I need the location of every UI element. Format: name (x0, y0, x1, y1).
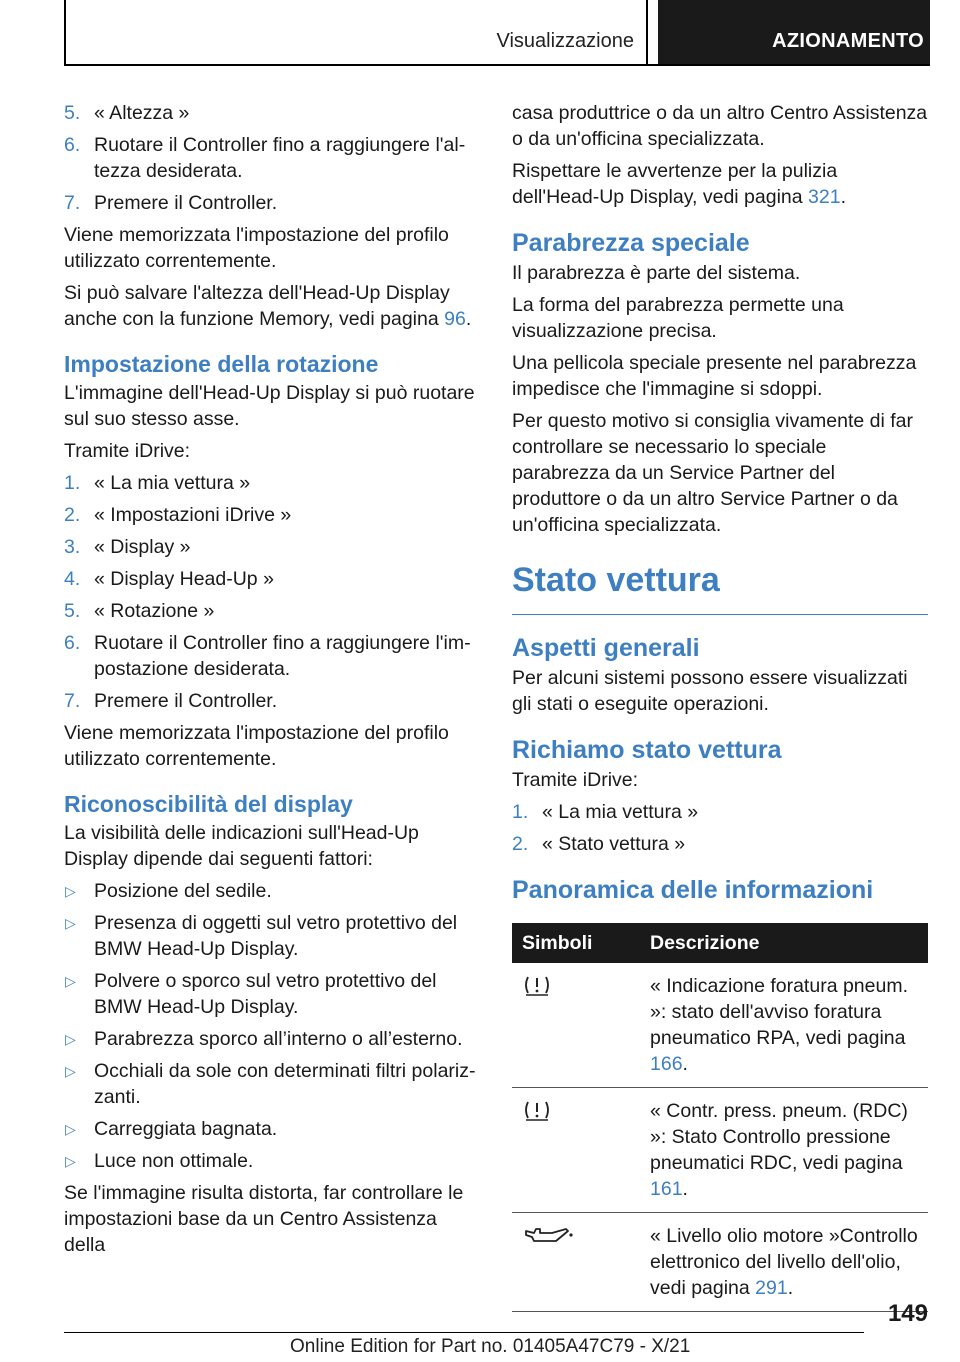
list-item (64, 968, 478, 1020)
header-chapter-title: AZIONAMENTO (772, 30, 924, 52)
step-number: 2. (512, 833, 529, 855)
step-number: 6. (64, 134, 81, 156)
list-item (64, 598, 478, 624)
paragraph: Viene memorizzata l'impostazione del profilo utilizzato correntemente. (64, 224, 449, 272)
bullet-triangle-icon: ▷ (65, 1121, 76, 1137)
list-item (64, 1116, 478, 1142)
status-steps-list (512, 799, 928, 857)
table-row (512, 1088, 928, 1213)
right-column (512, 100, 928, 1312)
paragraph: Tramite iDrive: (512, 769, 639, 791)
left-column (64, 100, 478, 1264)
heading-windscreen: Parabrezza speciale (512, 229, 750, 257)
list-item (64, 688, 478, 714)
paragraph-text: Si può salvare l'altezza dell'Head-Up Display anche con la funzione Memory, vedi pagina (64, 282, 450, 330)
heading-call-status: Richiamo stato vettura (512, 736, 782, 764)
symbols-table (512, 923, 928, 1312)
rotation-steps-list (64, 470, 478, 714)
height-steps-list (64, 100, 478, 216)
list-item (64, 534, 478, 560)
paragraph (512, 158, 928, 210)
description-text: « Contr. press. pneum. (RDC) »: Stato Controllo pressione pneumatici RDC, vedi pagina (650, 1100, 908, 1174)
page-link[interactable]: 321 (808, 186, 841, 208)
list-item (64, 470, 478, 496)
list-item (64, 910, 478, 962)
bullet-triangle-icon: ▷ (65, 883, 76, 899)
list-item (64, 1058, 478, 1110)
bullet-text: Polvere o sporco sul vetro protettivo del BMW Head-Up Display. (94, 970, 437, 1018)
step-text: « Altezza » (94, 102, 190, 124)
table-header-row (512, 923, 928, 963)
list-item (64, 1148, 478, 1174)
paragraph: Se l'immagine risulta distorta, far controllare le impostazioni base da un Centro Assistenza della (64, 1182, 464, 1256)
list-item (64, 190, 478, 216)
bullet-text: Luce non ottimale. (94, 1150, 254, 1172)
bullet-triangle-icon: ▷ (65, 973, 76, 989)
column-header-description: Descrizione (640, 923, 928, 963)
description-text: « Indicazione foratura pneum. »: stato dell'avviso foratura pneumatico RPA, vedi pagina (650, 975, 908, 1049)
bullet-text: Presenza di oggetti sul vetro protettivo del BMW Head-Up Display. (94, 912, 458, 960)
bullet-triangle-icon: ▷ (65, 915, 76, 931)
list-item (64, 630, 478, 682)
paragraph: L'immagine dell'Head-Up Display si può ruotare sul suo stesso asse. (64, 382, 475, 430)
punctuation: . (787, 1277, 794, 1299)
symbol-cell (512, 963, 640, 1088)
footer-edition: Online Edition for Part no. 01405A47C79 - X/21 (290, 1336, 691, 1357)
symbol-cell (512, 1213, 640, 1312)
step-number: 5. (64, 600, 81, 622)
list-item (64, 878, 478, 904)
paragraph: La visibilità delle indicazioni sull'Head-Up Display dipende dai seguenti fattori: (64, 822, 419, 870)
punctuation: . (465, 308, 472, 330)
step-number: 4. (64, 568, 81, 590)
paragraph: La forma del parabrezza permette una visualizzazione precisa. (512, 294, 844, 342)
step-number: 1. (512, 801, 529, 823)
step-text: « Display » (94, 536, 191, 558)
page-link[interactable]: 291 (755, 1277, 788, 1299)
bullet-text: Parabrezza sporco all’interno o all’esterno. (94, 1028, 463, 1050)
list-item (64, 566, 478, 592)
oil-can-icon (522, 1223, 574, 1247)
paragraph: Per questo motivo si consiglia vivamente di far controllare se necessario lo speciale parabrezza da un Service Partner del produttore o da un altro Service Partner o da un'officina specializzata. (512, 410, 914, 536)
bullet-text: Posizione del sedile. (94, 880, 272, 902)
bullet-text: Occhiali da sole con determinati filtri polarizzanti. (94, 1060, 476, 1108)
list-item (64, 100, 478, 126)
paragraph: Una pellicola speciale presente nel parabrezza impedisce che l'immagine si sdoppi. (512, 352, 917, 400)
column-header-symbols: Simboli (512, 923, 640, 963)
step-text: « La mia vettura » (94, 472, 251, 494)
step-number: 1. (64, 472, 81, 494)
bullet-triangle-icon: ▷ (65, 1063, 76, 1079)
page-number: 149 (887, 1300, 928, 1327)
page-link[interactable]: 161 (650, 1178, 683, 1200)
step-number: 2. (64, 504, 81, 526)
header-section-title: Visualizzazione (496, 30, 634, 52)
factors-list (64, 878, 478, 1174)
punctuation: . (840, 186, 846, 208)
list-item (64, 132, 478, 184)
page-link[interactable]: 96 (444, 308, 466, 330)
step-number: 7. (64, 192, 81, 214)
heading-visibility: Riconoscibilità del display (64, 791, 353, 817)
step-text: Ruotare il Controller fino a raggiungere l'altezza desiderata. (94, 134, 466, 182)
paragraph (64, 280, 478, 332)
paragraph: Per alcuni sistemi possono essere visualizzati gli stati o eseguite operazioni. (512, 667, 908, 715)
header-section-tab (64, 0, 648, 64)
paragraph-text: Rispettare le avvertenze per la pulizia dell'Head-Up Display, vedi pagina (512, 160, 838, 208)
header-chapter-tab (658, 0, 930, 64)
step-text: « La mia vettura » (542, 801, 699, 823)
step-text: « Impostazioni iDrive » (94, 504, 292, 526)
description-cell (640, 1213, 928, 1312)
bullet-triangle-icon: ▷ (65, 1031, 76, 1047)
page-link[interactable]: 166 (650, 1053, 683, 1075)
tire-pressure-warning-icon (522, 973, 552, 997)
paragraph: casa produttrice o da un altro Centro Assistenza o da un'officina specializzata. (512, 102, 928, 150)
paragraph: Viene memorizzata l'impostazione del profilo utilizzato correntemente. (64, 722, 449, 770)
step-text: Ruotare il Controller fino a raggiungere l'impostazione desiderata. (94, 632, 471, 680)
header-rule (64, 64, 930, 66)
step-number: 3. (64, 536, 81, 558)
bullet-triangle-icon: ▷ (65, 1153, 76, 1169)
description-text: « Livello olio motore »Controllo elettronico del livello dell'olio, vedi pagina (650, 1225, 918, 1299)
step-text: « Stato vettura » (542, 833, 686, 855)
list-item (512, 799, 928, 825)
heading-vehicle-status: Stato vettura (512, 560, 928, 615)
step-text: Premere il Controller. (94, 690, 278, 712)
heading-rotation: Impostazione della rotazione (64, 351, 379, 377)
paragraph: Tramite iDrive: (64, 440, 191, 462)
list-item (512, 831, 928, 857)
table-row (512, 963, 928, 1088)
paragraph: Il parabrezza è parte del sistema. (512, 262, 801, 284)
footer-rule (64, 1332, 864, 1333)
bullet-text: Carreggiata bagnata. (94, 1118, 278, 1140)
list-item (64, 502, 478, 528)
heading-general: Aspetti generali (512, 634, 700, 662)
description-cell (640, 963, 928, 1088)
step-number: 5. (64, 102, 81, 124)
step-text: « Display Head-Up » (94, 568, 274, 590)
description-cell (640, 1088, 928, 1213)
step-number: 7. (64, 690, 81, 712)
step-number: 6. (64, 632, 81, 654)
punctuation: . (682, 1178, 688, 1200)
tire-pressure-control-icon (522, 1098, 552, 1122)
table-row (512, 1213, 928, 1312)
step-text: « Rotazione » (94, 600, 215, 622)
list-item (64, 1026, 478, 1052)
step-text: Premere il Controller. (94, 192, 278, 214)
punctuation: . (682, 1053, 688, 1075)
symbol-cell (512, 1088, 640, 1213)
heading-overview: Panoramica delle informazioni (512, 876, 874, 904)
